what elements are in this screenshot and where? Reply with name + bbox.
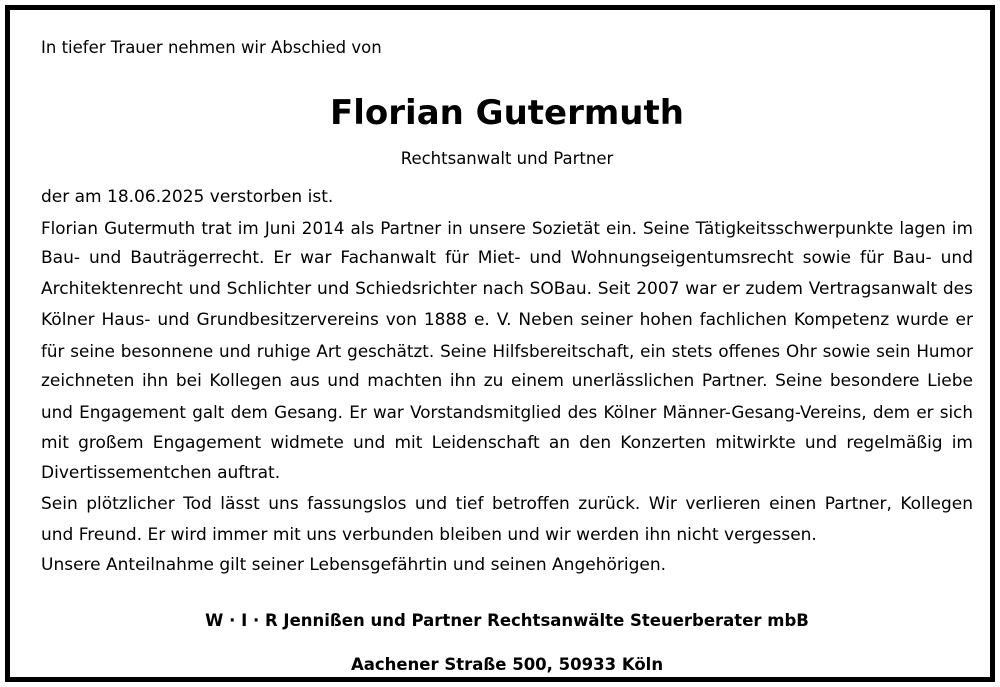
- text-line: der am 18.06.2025 verstorben ist.: [41, 187, 334, 207]
- paragraph-condolence: [41, 550, 973, 581]
- deceased-name: Florian Gutermuth: [330, 93, 684, 133]
- obituary-body: [41, 182, 973, 581]
- text-line: Bau- und Bauträgerrecht. Er war Fachanwalt für Miet- und Wohnungseigentumsrecht sowie für Bau- und: [41, 248, 973, 269]
- text-line: Divertissementchen auftrat.: [41, 463, 281, 484]
- deceased-role: Rechtsanwalt und Partner: [400, 149, 614, 168]
- text-line: Kölner Haus- und Grundbesitzervereins von 1888 e. V. Neben seiner hohen fachlichen Kompetenz wurde er: [41, 309, 973, 330]
- signature-address: Aachener Straße 500, 50933 Köln: [350, 655, 664, 674]
- text-line: Architektenrecht und Schlichter und Schiedsrichter nach SOBau. Seit 2007 war er zudem Vertragsanwalt des: [41, 279, 973, 300]
- text-line: und Engagement galt dem Gesang. Er war Vorstandsmitglied des Kölner Männer-Gesang-Vereins, dem er sich: [41, 401, 973, 422]
- text-line: Florian Gutermuth trat im Juni 2014 als Partner in unsere Sozietät ein. Seine Tätigkeitsschwerpunkte lagen im: [41, 217, 973, 238]
- text-line: Unsere Anteilnahme gilt seiner Lebensgefährtin und seinen Angehörigen.: [41, 555, 667, 576]
- obituary-frame: [5, 5, 995, 682]
- signature-firm: W · I · R Jennißen und Partner Rechtsanwälte Steuerberater mbB: [205, 611, 809, 630]
- text-line: mit großem Engagement widmete und mit Leidenschaft an den Konzerten mitwirkte und regelmäßig im: [41, 432, 973, 453]
- paragraph-biography: [41, 213, 973, 489]
- text-line: zeichneten ihn bei Kollegen aus und machten ihn zu einem unerlässlichen Partner. Seine besondere Liebe: [41, 371, 973, 392]
- text-line: für seine besonnene und ruhige Art geschätzt. Seine Hilfsbereitschaft, ein stets offenes Ohr sowie sein Humor: [41, 340, 973, 361]
- paragraph-loss: [41, 489, 973, 550]
- text-line: Sein plötzlicher Tod lässt uns fassungslos und tief betroffen zurück. Wir verlieren einen Partner, Kollegen: [41, 494, 973, 515]
- paragraph-death-date: [41, 182, 973, 213]
- intro-line: In tiefer Trauer nehmen wir Abschied von: [41, 38, 382, 57]
- text-line: und Freund. Er wird immer mit uns verbunden bleiben und wir werden ihn nicht vergessen.: [41, 524, 817, 545]
